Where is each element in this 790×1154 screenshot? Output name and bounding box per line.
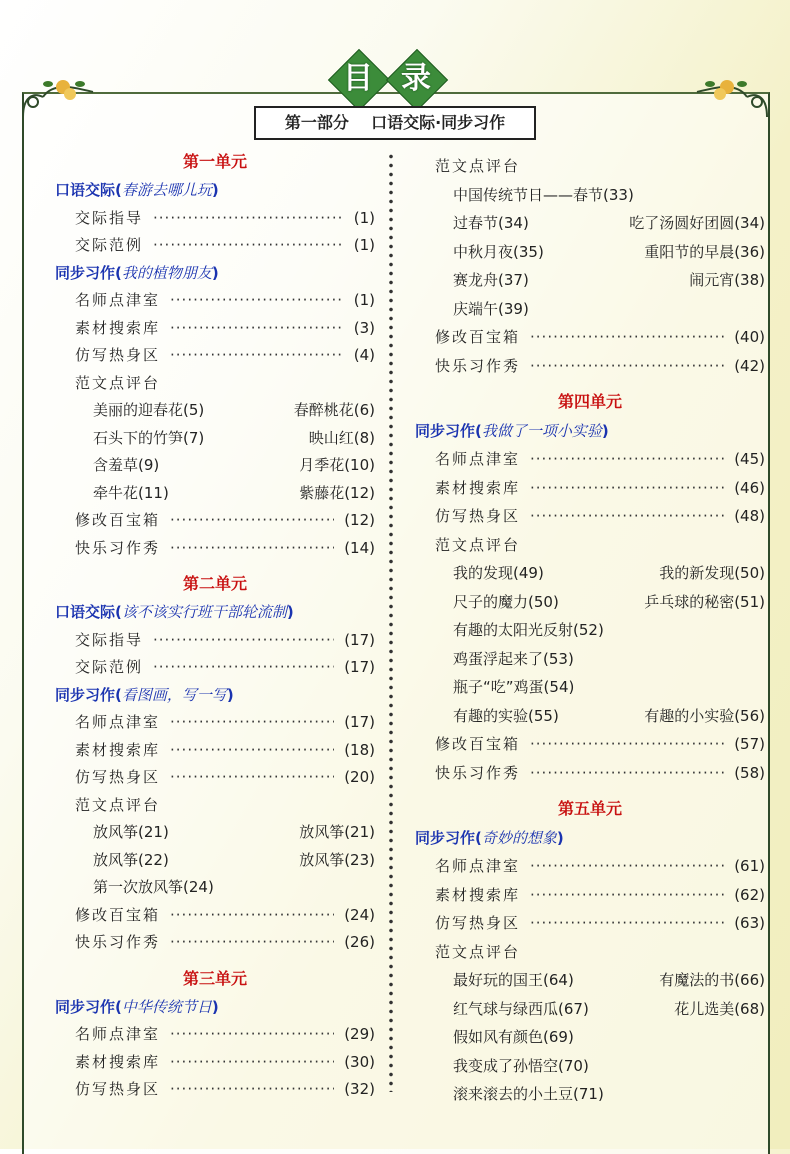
page-number: (61) [734, 857, 765, 875]
paren-open: ( [115, 181, 122, 199]
page-number: (17) [344, 630, 375, 649]
page-number: (40) [734, 328, 765, 346]
toc-entry[interactable] [55, 232, 375, 260]
essay-title[interactable]: 我的新发现(50) [659, 564, 765, 582]
page-number: (4) [353, 346, 375, 364]
toc-entry[interactable] [415, 881, 765, 910]
entry-label: 仿写热身区 [435, 914, 521, 932]
essay-title[interactable]: 红气球与绿西瓜(67) [453, 999, 589, 1018]
page-number: (29) [344, 1025, 375, 1043]
dot-leader [153, 654, 334, 682]
essay-title[interactable]: 放风筝(22) [93, 850, 169, 869]
entry-label: 素材搜索库 [75, 740, 161, 759]
dot-leader [170, 342, 344, 370]
toc-entry[interactable] [415, 730, 765, 759]
page-number: (46) [734, 478, 765, 497]
unit-heading: 第四单元 [557, 392, 622, 411]
section-topic: 看图画，写一写 [121, 685, 227, 704]
entry-label: 修改百宝箱 [75, 905, 161, 924]
toc-entry[interactable] [55, 1049, 375, 1077]
toc-entry[interactable] [415, 352, 765, 381]
essay-title[interactable]: 放风筝(23) [299, 850, 375, 869]
dot-leader [170, 1049, 334, 1077]
section-label: 同步习作 [415, 421, 476, 440]
section-topic: 我的植物朋友 [121, 263, 212, 282]
page-number: (48) [734, 507, 765, 525]
entry-label: 名师点津室 [75, 291, 161, 309]
section-heading [55, 994, 375, 1022]
page-number: (14) [344, 538, 375, 557]
section-label: 同步习作 [55, 685, 116, 704]
entry-label: 快乐习作秀 [75, 933, 161, 951]
dot-leader [170, 764, 334, 792]
entry-label: 名师点津室 [75, 1025, 161, 1043]
essay-title[interactable]: 映山红(8) [308, 428, 375, 447]
paren-open: ( [115, 263, 122, 282]
dot-leader [530, 881, 724, 910]
toc-entry[interactable] [55, 709, 375, 737]
unit-heading: 第一单元 [182, 152, 247, 171]
section-topic: 该不该实行班干部轮流制 [121, 603, 287, 621]
toc-entry[interactable] [55, 737, 375, 765]
dot-leader [170, 929, 334, 957]
dot-leader [530, 730, 724, 759]
entry-label: 素材搜索库 [75, 1052, 161, 1071]
essay-title[interactable]: 有趣的实验(55) [453, 706, 559, 725]
page-number: (57) [734, 735, 765, 753]
entry-label: 仿写热身区 [435, 507, 521, 525]
entry-label: 修改百宝箱 [435, 735, 521, 753]
essay-title[interactable]: 尺子的魔力(50) [453, 592, 559, 611]
page-number: (12) [344, 511, 375, 529]
essay-title[interactable]: 月季花(10) [299, 456, 375, 474]
dot-leader [170, 737, 334, 765]
paren-open: ( [115, 997, 122, 1016]
entry-label: 交际指导 [75, 630, 144, 649]
toc-entry[interactable] [55, 205, 375, 233]
toc-entry[interactable] [55, 627, 375, 655]
page-number: (62) [734, 885, 765, 904]
essay-row [415, 616, 765, 645]
essay-row [415, 588, 765, 617]
entry-label: 仿写热身区 [75, 1080, 161, 1098]
essay-title[interactable]: 美丽的迎春花(5) [93, 401, 205, 419]
page-number: (1) [353, 208, 375, 227]
section-topic: 春游去哪儿玩 [121, 181, 212, 199]
essay-row [415, 702, 765, 731]
essay-title[interactable]: 石头下的竹笋(7) [93, 428, 205, 447]
paren-close: ) [601, 421, 609, 440]
paren-open: ( [115, 603, 122, 621]
essay-row [55, 819, 375, 847]
page-number: (3) [353, 318, 375, 337]
dot-leader [530, 759, 724, 788]
title-char: 录 [401, 61, 431, 96]
essay-row [415, 209, 765, 238]
section-topic: 我做了一项小实验 [481, 421, 602, 440]
section-label: 同步习作 [415, 828, 476, 847]
toc-subheading: 范文点评台 [435, 157, 521, 175]
toc-entry[interactable] [55, 1076, 375, 1104]
essay-row [55, 397, 375, 425]
toc-entry[interactable] [415, 323, 765, 352]
paren-close: ) [556, 828, 564, 847]
toc-entry[interactable] [55, 535, 375, 563]
title-diamond [385, 48, 447, 110]
page-number: (17) [344, 713, 375, 731]
entry-label: 交际范例 [75, 236, 144, 254]
essay-title[interactable]: 牵牛花(11) [93, 483, 169, 502]
toc-entry[interactable] [55, 315, 375, 343]
essay-row [415, 1052, 765, 1081]
essay-row [415, 295, 765, 324]
dot-leader [170, 287, 344, 315]
essay-row [55, 452, 375, 480]
essay-row [415, 238, 765, 267]
toc-entry[interactable] [415, 909, 765, 938]
essay-title[interactable]: 我的发现(49) [453, 564, 544, 582]
paren-close: ) [226, 685, 234, 704]
essay-title[interactable]: 春醉桃花(6) [293, 401, 375, 419]
essay-title[interactable]: 含羞草(9) [93, 456, 160, 474]
page-number: (1) [353, 236, 375, 254]
paren-close: ) [211, 997, 219, 1016]
section-topic: 奇妙的想象 [481, 828, 557, 847]
dot-leader [170, 902, 334, 930]
section-heading [415, 824, 765, 853]
page-number: (17) [344, 658, 375, 676]
entry-label: 修改百宝箱 [435, 328, 521, 346]
essay-title[interactable]: 鸡蛋浮起来了(53) [453, 649, 574, 668]
column-divider [388, 152, 394, 1092]
page-number: (63) [734, 914, 765, 932]
essay-title[interactable]: 吃了汤圆好团圆(34) [629, 214, 765, 232]
title-diamond [327, 48, 389, 110]
toc-entry[interactable] [415, 474, 765, 503]
dot-leader [530, 852, 724, 881]
entry-label: 仿写热身区 [75, 768, 161, 786]
page-number: (20) [344, 768, 375, 786]
floral-ornament-icon [692, 62, 772, 122]
entry-label: 快乐习作秀 [435, 356, 521, 375]
toc-entry[interactable] [55, 764, 375, 792]
section-heading [55, 260, 375, 288]
essay-title[interactable]: 紫藤花(12) [299, 483, 375, 502]
dot-leader [530, 474, 724, 503]
section-label: 同步习作 [55, 997, 116, 1016]
paren-open: ( [475, 421, 482, 440]
dot-leader [530, 323, 724, 352]
floral-ornament-icon [18, 62, 98, 122]
section-label: 口语交际 [55, 603, 116, 621]
essay-row [415, 1023, 765, 1052]
essay-title[interactable]: 赛龙舟(37) [453, 271, 529, 289]
section-label: 口语交际 [55, 181, 116, 199]
toc-subheading: 范文点评台 [435, 535, 521, 554]
toc-entry[interactable] [415, 852, 765, 881]
toc-subheading: 范文点评台 [75, 795, 161, 814]
toc-entry[interactable] [415, 502, 765, 531]
section-heading [55, 599, 375, 627]
toc-entry[interactable] [55, 1021, 375, 1049]
section-heading [55, 682, 375, 710]
toc-subheading: 范文点评台 [75, 373, 161, 392]
essay-row [415, 181, 765, 210]
page-number: (45) [734, 450, 765, 468]
dot-leader [170, 1076, 334, 1104]
toc-entry[interactable] [55, 654, 375, 682]
entry-label: 快乐习作秀 [435, 763, 521, 782]
part-heading: 第一部分 口语交际·同步习作 [254, 106, 536, 140]
dot-leader [170, 1021, 334, 1049]
page-number: (18) [344, 740, 375, 759]
essay-title[interactable]: 第一次放风筝(24) [93, 878, 214, 896]
toc-subheading: 范文点评台 [435, 942, 521, 961]
page-number: (32) [344, 1080, 375, 1098]
page-number: (1) [353, 291, 375, 309]
dot-leader [153, 232, 344, 260]
toc-entry[interactable] [55, 287, 375, 315]
paren-open: ( [475, 828, 482, 847]
section-label: 同步习作 [55, 263, 116, 282]
dot-leader [530, 502, 724, 531]
essay-row [55, 847, 375, 875]
entry-label: 快乐习作秀 [75, 538, 161, 557]
essay-row [415, 995, 765, 1024]
essay-title[interactable]: 中秋月夜(35) [453, 242, 544, 261]
dot-leader [170, 709, 334, 737]
dot-leader [170, 535, 334, 563]
essay-row [415, 266, 765, 295]
entry-label: 名师点津室 [75, 713, 161, 731]
section-heading [55, 177, 375, 205]
unit-heading: 第五单元 [557, 799, 622, 818]
paren-close: ) [211, 181, 219, 199]
essay-row [55, 425, 375, 453]
page-number: (24) [344, 905, 375, 924]
dot-leader [530, 445, 724, 474]
page-number: (42) [734, 356, 765, 375]
essay-title[interactable]: 花儿选美(68) [674, 999, 765, 1018]
essay-row [415, 559, 765, 588]
dot-leader [530, 909, 724, 938]
entry-label: 素材搜索库 [435, 885, 521, 904]
essay-row [415, 673, 765, 702]
entry-label: 素材搜索库 [435, 478, 521, 497]
entry-label: 修改百宝箱 [75, 511, 161, 529]
entry-label: 交际指导 [75, 208, 144, 227]
essay-title[interactable]: 庆端午(39) [453, 299, 529, 318]
essay-title[interactable]: 放风筝(21) [299, 823, 375, 841]
essay-title[interactable]: 中国传统节日——春节(33) [453, 185, 634, 204]
essay-title[interactable]: 最好玩的国王(64) [453, 971, 574, 989]
entry-label: 交际范例 [75, 658, 144, 676]
toc-column-right [415, 152, 765, 1109]
paren-open: ( [115, 685, 122, 704]
essay-title[interactable]: 假如风有颜色(69) [453, 1028, 574, 1046]
toc-entry[interactable] [55, 929, 375, 957]
essay-row [415, 966, 765, 995]
dot-leader [530, 352, 724, 381]
toc-entry[interactable] [415, 759, 765, 788]
paren-close: ) [211, 263, 219, 282]
page-number: (30) [344, 1052, 375, 1071]
essay-title[interactable]: 有趣的太阳光反射(52) [453, 621, 604, 639]
essay-title[interactable]: 有趣的小实验(56) [644, 706, 765, 725]
dot-leader [153, 205, 344, 233]
essay-title[interactable]: 闹元宵(38) [689, 271, 765, 289]
toc-entry[interactable] [55, 507, 375, 535]
essay-row [415, 1080, 765, 1109]
dot-leader [153, 627, 334, 655]
unit-heading: 第二单元 [182, 574, 247, 593]
paren-close: ) [286, 603, 294, 621]
entry-label: 名师点津室 [435, 450, 521, 468]
toc-column-left [55, 148, 375, 1104]
essay-title[interactable]: 有魔法的书(66) [659, 971, 765, 989]
toc-entry[interactable] [55, 902, 375, 930]
page-number: (26) [344, 933, 375, 951]
essay-row [415, 645, 765, 674]
section-heading [415, 417, 765, 446]
page-number: (58) [734, 763, 765, 782]
toc-entry[interactable] [55, 342, 375, 370]
unit-heading: 第三单元 [182, 968, 247, 988]
title-char: 目 [343, 61, 373, 96]
essay-title[interactable]: 重阳节的早晨(36) [644, 242, 765, 261]
dot-leader [170, 507, 334, 535]
dot-leader [170, 315, 344, 343]
essay-title[interactable]: 乒乓球的秘密(51) [644, 592, 765, 611]
essay-title[interactable]: 瓶子“吃”鸡蛋(54) [453, 678, 575, 696]
essay-row [55, 874, 375, 902]
essay-title[interactable]: 放风筝(21) [93, 823, 169, 841]
essay-row [55, 480, 375, 508]
essay-title[interactable]: 过春节(34) [453, 214, 529, 232]
essay-title[interactable]: 我变成了孙悟空(70) [453, 1056, 589, 1075]
entry-label: 名师点津室 [435, 857, 521, 875]
section-topic: 中华传统节日 [121, 997, 212, 1016]
entry-label: 素材搜索库 [75, 318, 161, 337]
essay-title[interactable]: 滚来滚去的小土豆(71) [453, 1085, 604, 1103]
entry-label: 仿写热身区 [75, 346, 161, 364]
toc-entry[interactable] [415, 445, 765, 474]
